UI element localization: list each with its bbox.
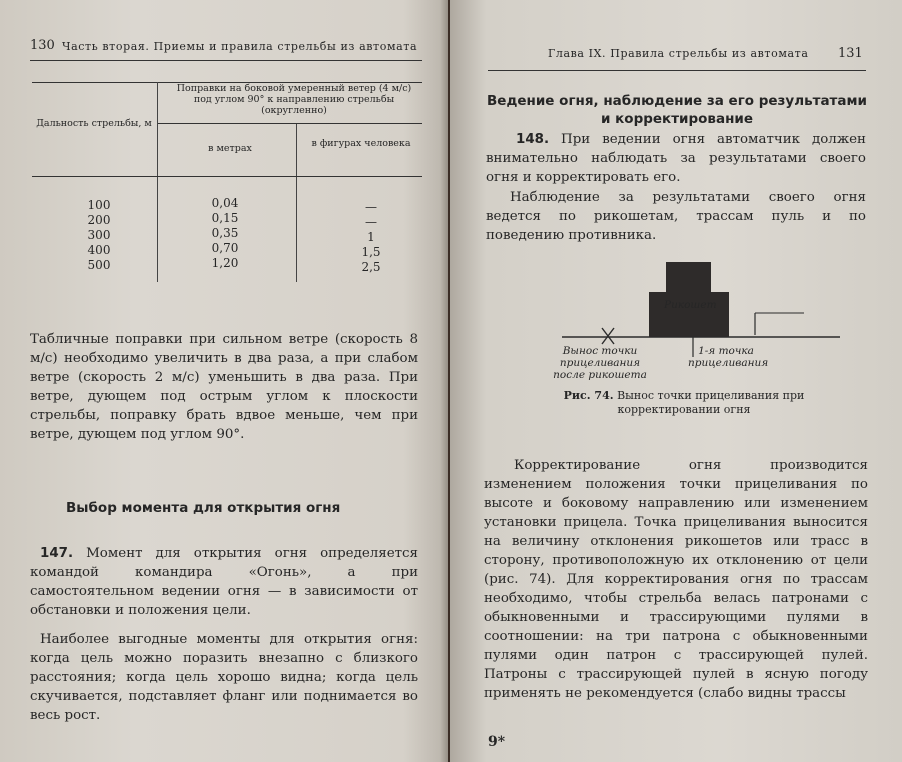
right-page: [450, 0, 902, 762]
table-cell: 0,35: [211, 226, 239, 240]
paragraph-correct: Корректирование огня производится изменением положения точки прицеливания по высоте и боковому направлению или изменением установки прицела. Точка прицеливания выносится на величину отклонения рикошетов или трасс в сторону, противоположную их отклонению от цели (рис. 74). Для корректирования огня по трассам необходимо, чтобы стрельба велась патронами с обыкновенными и трассирующими пулями в соотношении: на три патрона с обыкновенными пулями один патрон с трассирующей пулей. Патроны с трассирующей пулей в ясную погоду применять не рекомендуется (слабо видны трассы: [484, 458, 868, 701]
table-cell: 1,5: [361, 245, 381, 259]
paragraph-text: Момент для открытия огня определяется командой командира «Огонь», а при самостоятельном ведении огня — в зависимости от обстановки и положения цели.: [30, 546, 418, 618]
figure-label-ricochet: Рикошет: [664, 299, 717, 311]
figure-label-first-point: 1-я точка прицеливания: [688, 345, 769, 369]
table-vline-1: [157, 82, 158, 282]
paragraph-text: При ведении огня автоматчик должен внимательно наблюдать за результатами своего огня и корректировать его.: [486, 132, 866, 185]
table-cell: 100: [87, 198, 111, 212]
table-cell: 0,04: [211, 196, 239, 210]
table-header-group: Поправки на боковой умеренный ветер (4 м/с) под углом 90° к направлению стрельбы (округленно): [176, 83, 412, 116]
table-cell: 400: [87, 243, 111, 257]
table-col-range: [64, 198, 134, 273]
paragraph-wind: Табличные поправки при сильном ветре (скорость 8 м/с) необходимо увеличить в два раза, а при слабом ветре (скорость 2 м/с) уменьшить в два раза. При ветре, дующем под острым углом к плоскости стрельбы, поправку брать вдвое меньше, чем при ветре, дующем под углом 90°.: [30, 332, 418, 442]
right-running-head: Глава IX. Правила стрельбы из автомата: [548, 47, 809, 60]
table-cell: 2,5: [361, 260, 381, 274]
table-cell: 200: [87, 213, 111, 227]
table-cell: 300: [87, 228, 111, 242]
table-header-figures: в фигурах человека: [311, 138, 411, 149]
paragraph-148: [486, 130, 866, 187]
table-cell: —: [365, 215, 377, 229]
paragraph-observe: Наблюдение за результатами своего огня ведется по рикошетам, трассам пуль и по поведению противника.: [486, 190, 866, 243]
paragraph-147: [30, 544, 418, 620]
table-cell: —: [365, 200, 377, 214]
table-head-rule: [32, 176, 422, 177]
table-vline-2: [296, 124, 297, 282]
signature-mark: 9*: [488, 734, 506, 750]
figure-caption: [534, 389, 834, 417]
table-cell: 500: [87, 258, 111, 272]
table-cell: 1,20: [211, 256, 239, 270]
caption-number: Рис. 74.: [563, 389, 614, 402]
paragraph-number: 147.: [40, 546, 74, 561]
heading-fire: Ведение огня, наблюдение за его результатами и корректирование: [487, 93, 867, 127]
heading-moment: Выбор момента для открытия огня: [66, 500, 341, 516]
table-cell: 0,15: [211, 211, 239, 225]
table-subhead-rule: [158, 123, 422, 124]
left-page: [0, 0, 448, 762]
paragraph-number: 148.: [516, 132, 550, 147]
paragraph-moments: Наиболее выгодные моменты для открытия огня: когда цель можно поразить внезапно с близкого расстояния; когда цель хорошо видна; когда цель скучивается, подставляет фланг или поднимается во весь рост.: [30, 632, 418, 723]
table-col-figures: [336, 200, 406, 275]
header-rule: [488, 70, 866, 71]
left-page-number: 130: [30, 38, 55, 53]
header-rule: [30, 60, 422, 61]
target-head: [666, 262, 711, 294]
table-cell: 0,70: [211, 241, 239, 255]
left-running-head: Часть вторая. Приемы и правила стрельбы из автомата: [62, 40, 418, 53]
table-header-range: Дальность стрельбы, м: [36, 118, 152, 129]
table-cell: 1: [367, 230, 375, 244]
right-page-number: 131: [838, 46, 863, 61]
table-header-meters: в метрах: [208, 143, 252, 154]
table-col-meters: [190, 196, 260, 271]
figure-label-shift: Вынос точки прицеливания после рикошета: [553, 345, 647, 381]
caption-text: Вынос точки прицеливания при корректировании огня: [617, 389, 805, 416]
